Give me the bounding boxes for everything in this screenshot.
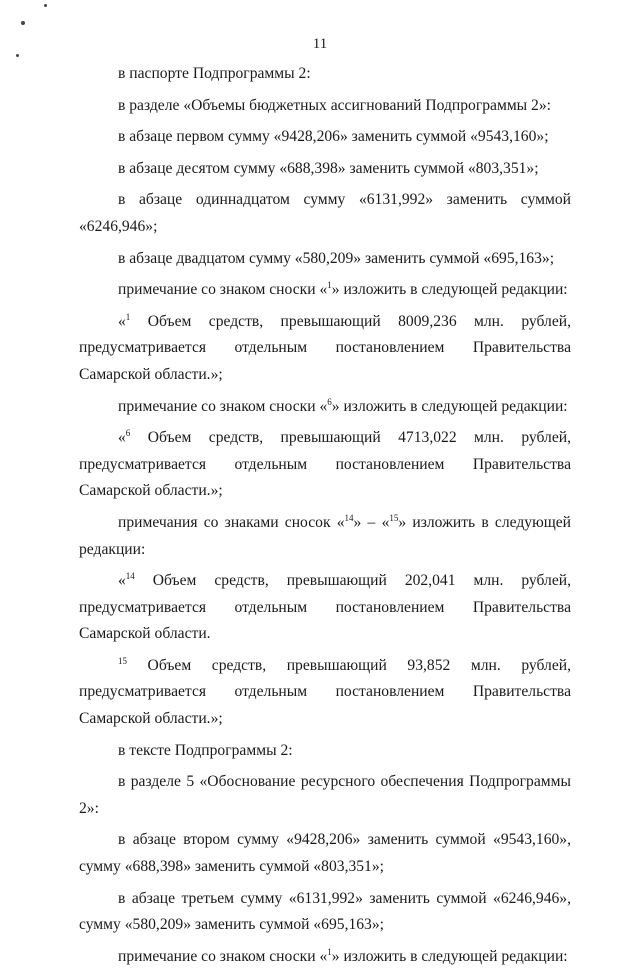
footnote-mark: 6: [125, 428, 131, 439]
footnote-mark: 6: [327, 396, 332, 407]
page-number: 11: [312, 36, 328, 52]
paragraph: в абзаце первом сумму «9428,206» заменить суммой «9543,160»;: [118, 128, 549, 146]
paragraph: [79, 277, 571, 304]
paragraph: в паспорте Подпрограммы 2:: [118, 65, 311, 82]
footnote-mark: 14: [125, 571, 135, 582]
paragraph: [79, 653, 571, 733]
paragraph: в разделе 5 «Обоснование ресурсного обеспечения Подпрограммы 2»:: [79, 773, 571, 817]
scan-mark: [16, 54, 19, 57]
text: » изложить в следующей редакции:: [79, 513, 571, 558]
paragraph: [79, 944, 571, 970]
paragraph: в абзаце десятом сумму «688,398» заменить суммой «803,351»;: [118, 159, 539, 177]
text: примечание со знаком сноски «: [118, 947, 328, 965]
footnote-mark: 15: [118, 655, 127, 666]
paragraph: в тексте Подпрограммы 2:: [118, 741, 293, 759]
text: примечания со знаками сносок «: [118, 513, 345, 531]
paragraph: [79, 568, 571, 648]
text: » изложить в следующей редакции:: [331, 281, 568, 299]
paragraph: [79, 510, 571, 563]
scan-mark: [44, 4, 47, 7]
text: Объем средств, превышающий 93,852 млн. рублей, предусматривается отдельным постановлением Правительства Самарской области.»;: [79, 656, 571, 728]
paragraph: в абзаце втором сумму «9428,206» заменить суммой «9543,160», сумму «688,398» заменить суммой «803,351»;: [79, 831, 571, 876]
scan-mark: [21, 21, 25, 25]
paragraph: в абзаце двадцатом сумму «580,209» заменить суммой «695,163»;: [118, 249, 555, 267]
text: » – «: [353, 513, 390, 531]
text: Объем средств, превышающий 202,041 млн. рублей, предусматривается отдельным постановлением Правительства Самарской области.: [79, 572, 571, 643]
paragraph: [79, 394, 571, 421]
footnote-mark: 15: [389, 512, 399, 523]
text: «: [118, 572, 126, 590]
footnote-mark: 1: [125, 311, 131, 322]
footnote-mark: 1: [327, 280, 332, 291]
text: примечание со знаком сноски «: [118, 281, 328, 299]
text: Объем средств, превышающий 4713,022 млн. рублей, предусматривается отдельным постановлением Правительства Самарской области.»;: [79, 429, 571, 500]
paragraph: [79, 309, 571, 389]
footnote-mark: 14: [344, 512, 354, 523]
paragraph: [79, 425, 571, 505]
text: «: [118, 312, 126, 330]
text: Объем средств, превышающий 8009,236 млн. рублей, предусматривается отдельным постановлением Правительства Самарской области.»;: [79, 312, 571, 383]
text: » изложить в следующей редакции:: [331, 947, 568, 965]
paragraph: в абзаце третьем сумму «6131,992» заменить суммой «6246,946», сумму «580,209» заменить суммой «695,163»;: [79, 889, 571, 934]
text: примечание со знаком сноски «: [118, 397, 328, 415]
paragraph: в разделе «Объемы бюджетных ассигнований Подпрограммы 2»:: [118, 96, 551, 114]
footnote-mark: 1: [327, 946, 332, 957]
text: » изложить в следующей редакции:: [331, 397, 568, 415]
document-body: [79, 61, 571, 970]
text: «: [118, 429, 126, 447]
paragraph: в абзаце одиннадцатом сумму «6131,992» заменить суммой «6246,946»;: [79, 191, 571, 235]
